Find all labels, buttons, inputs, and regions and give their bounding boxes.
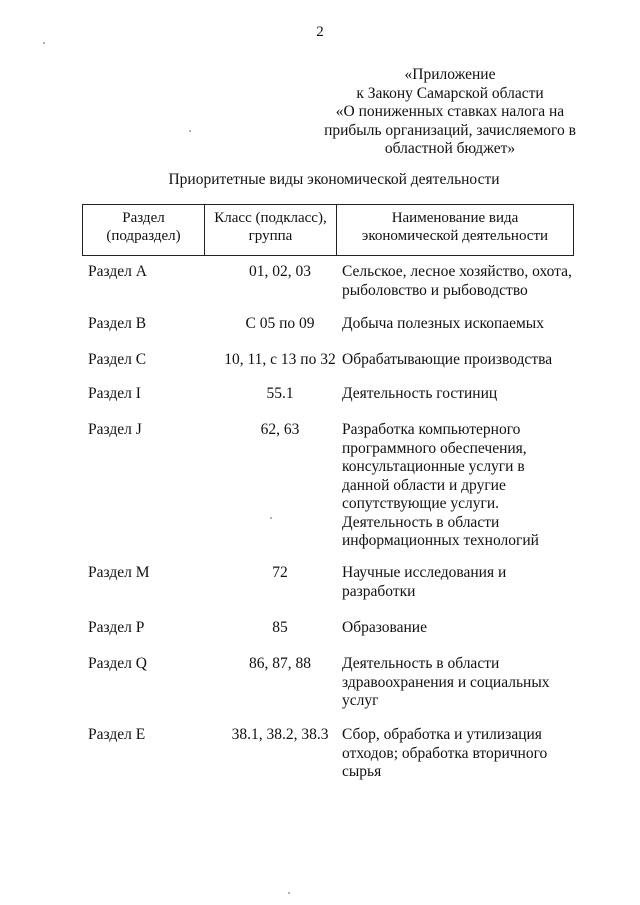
class-cell: 85 bbox=[272, 619, 288, 636]
section-cell: Раздел Q bbox=[88, 655, 147, 672]
appendix-line: «О пониженных ставках налога на bbox=[335, 103, 565, 120]
appendix-line: областной бюджет» bbox=[384, 140, 516, 157]
activity-line: Научные исследования и bbox=[342, 564, 507, 581]
class-cell: 38.1, 38.2, 38.3 bbox=[231, 726, 329, 743]
header-section-line: Раздел bbox=[122, 210, 165, 226]
class-cell: 72 bbox=[272, 564, 288, 581]
activity-line: данной области и другие bbox=[342, 476, 506, 494]
activity-name-cell bbox=[342, 564, 582, 601]
activity-line: Образование bbox=[342, 619, 427, 636]
class-cell: 55.1 bbox=[266, 385, 294, 402]
activity-name-cell bbox=[342, 385, 582, 404]
appendix-line: «Приложение bbox=[404, 66, 496, 83]
activity-name-cell bbox=[342, 263, 582, 300]
header-section bbox=[83, 205, 205, 255]
header-class-line: Класс (подкласс), bbox=[214, 210, 327, 226]
appendix-heading bbox=[310, 66, 590, 159]
activity-name-cell bbox=[342, 726, 582, 782]
activity-line: Разработка компьютерного bbox=[342, 421, 521, 438]
header-class-line: группа bbox=[248, 228, 293, 244]
scan-speck bbox=[270, 517, 272, 519]
scan-speck bbox=[189, 130, 191, 132]
header-name-line: Наименование вида bbox=[391, 210, 519, 226]
class-cell: 62, 63 bbox=[260, 421, 300, 438]
section-cell: Раздел Р bbox=[88, 619, 145, 636]
activity-line: сопутствующие услуги. bbox=[342, 495, 500, 512]
section-cell: Раздел С bbox=[88, 351, 147, 368]
table-header bbox=[82, 204, 574, 256]
scan-speck bbox=[288, 892, 290, 894]
activity-name-cell bbox=[342, 421, 582, 551]
header-class bbox=[205, 205, 337, 255]
document-title: Приоритетные виды экономической деятельности bbox=[168, 171, 500, 188]
activity-line: программного обеспечения, bbox=[342, 439, 527, 457]
scan-speck bbox=[43, 42, 45, 44]
page-number: 2 bbox=[316, 24, 324, 40]
activity-line: Деятельность гостиниц bbox=[342, 385, 498, 402]
activity-line: здравоохранения и социальных bbox=[342, 673, 550, 691]
activity-line: Добыча полезных ископаемых bbox=[342, 315, 544, 332]
class-cell: 86, 87, 88 bbox=[249, 655, 311, 672]
activity-name-cell bbox=[342, 619, 582, 638]
activity-name-cell bbox=[342, 351, 582, 370]
section-cell: Раздел J bbox=[88, 421, 142, 438]
activity-line: информационных технологий bbox=[342, 532, 539, 549]
appendix-line: к Закону Самарской области bbox=[356, 84, 544, 102]
class-cell: 01, 02, 03 bbox=[249, 263, 311, 280]
activity-line: Деятельность в области bbox=[342, 655, 500, 672]
activity-line: услуг bbox=[342, 692, 379, 709]
header-name-line: экономической деятельности bbox=[361, 228, 549, 244]
activity-line: консультационные услуги в bbox=[342, 458, 525, 475]
activity-line: Деятельность в области bbox=[342, 513, 500, 531]
appendix-line: прибыль организаций, зачисляемого в bbox=[324, 121, 576, 139]
activity-name-cell bbox=[342, 655, 582, 711]
section-cell: Раздел М bbox=[88, 564, 150, 581]
section-cell: Раздел Е bbox=[88, 726, 146, 743]
activity-name-cell bbox=[342, 315, 582, 334]
activity-line: рыболовство и рыбоводство bbox=[342, 281, 528, 299]
section-cell: Раздел В bbox=[88, 315, 147, 332]
activity-line: Обрабатывающие производства bbox=[342, 351, 553, 368]
header-activity-name bbox=[337, 205, 573, 255]
section-cell: Раздел I bbox=[88, 385, 141, 402]
class-cell: С 05 по 09 bbox=[245, 315, 315, 332]
activity-line: Сбор, обработка и утилизация bbox=[342, 726, 542, 743]
activity-line: сырья bbox=[342, 763, 382, 780]
class-cell: 10, 11, с 13 по 32 bbox=[224, 351, 336, 368]
section-cell: Раздел А bbox=[88, 263, 147, 280]
header-section-line: (подраздел) bbox=[106, 228, 181, 244]
activity-line: отходов; обработка вторичного bbox=[342, 744, 548, 762]
activity-line: разработки bbox=[342, 582, 416, 600]
activity-line: Сельское, лесное хозяйство, охота, bbox=[342, 263, 572, 280]
